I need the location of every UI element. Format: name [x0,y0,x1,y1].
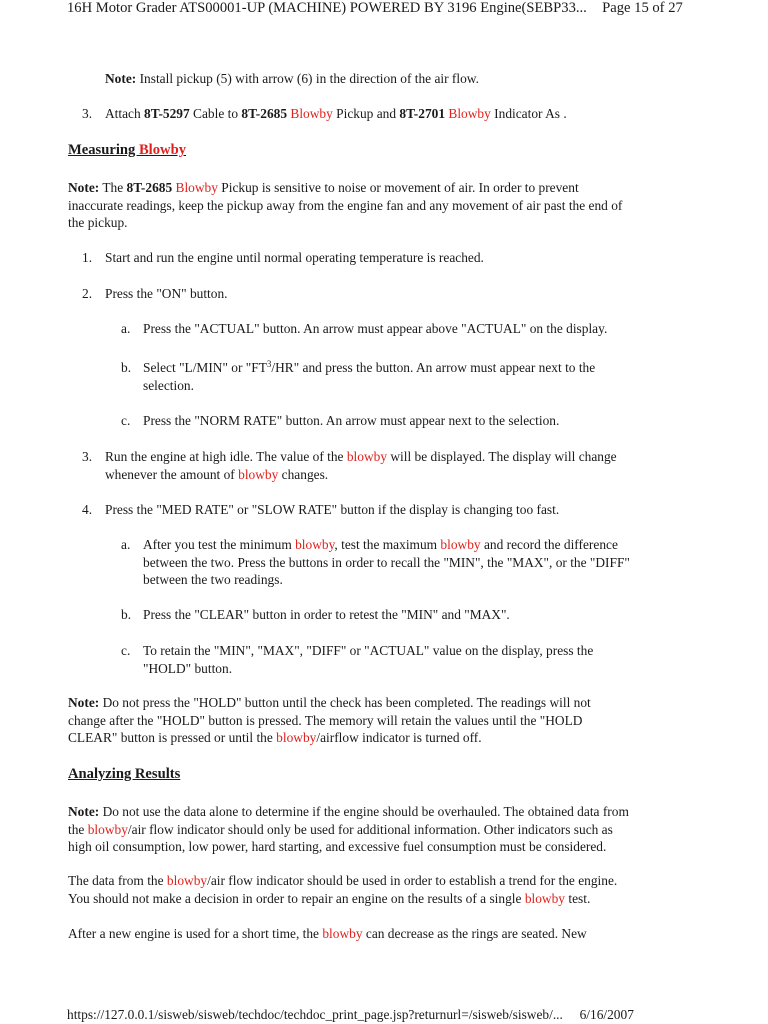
paragraph-text: can decrease as the rings are seated. New [362,926,587,941]
step-text: Pickup and [332,106,400,121]
highlight-term: Blowby [138,142,186,158]
step-text: Indicator As . [490,106,567,121]
paragraph-text: test. [565,890,591,906]
paragraph-text: You should not make a decision in order to repair an engine on the results of a single [68,890,525,906]
highlight-term: blowby [238,466,279,482]
document-title: 16H Motor Grader ATS00001-UP (MACHINE) POWERED BY 3196 Engine(SEBP33... [67,0,587,16]
note-text: /airflow indicator is turned off. [316,730,482,745]
substep-letter: c. [121,643,131,658]
highlight-term: blowby [87,821,128,837]
note-text: inaccurate readings, keep the pickup away from the engine fan and any movement of air past the end of [68,197,623,213]
heading-text: Measuring [68,142,139,158]
substep-letter: c. [121,413,131,428]
paragraph-new-engine [68,925,708,943]
note-text: the [68,821,88,837]
paragraph-text: After a new engine is used for a short time, the [68,926,323,941]
note-text: The [99,180,127,195]
highlight-term: blowby [295,537,335,552]
highlight-term: blowby [322,926,363,941]
note-label: Note: [68,180,100,195]
step-start-engine: Start and run the engine until normal operating temperature is reached. [105,250,484,265]
substep-text: , test the maximum [334,537,441,552]
note-text: /air flow indicator should only be used for additional information. Other indicators such as [127,821,613,837]
highlight-term: blowby [276,730,317,745]
substep-text: between the two. Press the buttons in order to recall the "MIN", the "MAX", or the "DIFF" [143,554,630,570]
substep-text: and record the difference [480,537,618,552]
part-number: 8T-2685 [126,180,173,195]
note-text: CLEAR" button is pressed or until the [68,730,277,745]
step-text: whenever the amount of [105,466,239,482]
source-url: https://127.0.0.1/sisweb/sisweb/techdoc/techdoc_print_page.jsp?returnurl=/sisweb/sisweb/... [67,1007,563,1022]
step-text: Cable to [189,106,242,121]
note-data-alone [68,803,708,856]
paragraph-text: The data from the [68,873,167,888]
substep-text: Select "L/MIN" or "FT [143,360,267,375]
highlight-term: blowby [524,890,565,906]
note-label: Note: [68,695,100,710]
step-run-high-idle [105,448,705,483]
substep-text: selection. [143,377,194,393]
step-text: Run the engine at high idle. The value of the [105,449,347,464]
highlight-term: Blowby [448,106,491,121]
note-text: Install pickup (5) with arrow (6) in the direction of the air flow. [136,71,479,86]
step-number: 1. [82,250,93,265]
step-text: will be displayed. The display will change [387,449,617,464]
substep-text: "HOLD" button. [143,660,233,676]
highlight-term: blowby [346,449,388,464]
step-number: 2. [82,286,93,301]
substep-select-units [143,359,703,394]
note-text: Pickup is sensitive to noise or movement of air. In order to prevent [217,180,579,195]
substep-press-norm-rate: Press the "NORM RATE" button. An arrow must appear next to the selection. [143,413,560,428]
step-number: 4. [82,502,93,517]
step-text: Attach [105,106,145,121]
step-press-on: Press the "ON" button. [105,286,228,301]
substep-text: To retain the "MIN", "MAX", "DIFF" or "ACTUAL" value on the display, press the [143,643,594,658]
note-text: high oil consumption, low power, hard starting, and excessive fuel consumption must be considered. [68,839,607,854]
page-header [67,0,683,18]
section-heading-measuring [68,142,186,160]
substep-letter: a. [121,537,131,552]
note-install-pickup [105,70,479,88]
step-press-rate: Press the "MED RATE" or "SLOW RATE" button if the display is changing too fast. [105,502,560,517]
superscript: 3 [266,359,272,369]
note-hold-button [68,694,708,747]
substep-press-clear: Press the "CLEAR" button in order to retest the "MIN" and "MAX". [143,607,510,622]
substep-press-actual: Press the "ACTUAL" button. An arrow must appear above "ACTUAL" on the display. [143,321,608,336]
note-text: Do not use the data alone to determine if the engine should be overhauled. The obtained data from [99,804,629,819]
part-number: 8T-2701 [399,106,446,121]
paragraph-trend [68,872,708,907]
note-label: Note: [68,804,100,819]
step-text: changes. [278,466,329,482]
highlight-term: blowby [440,537,481,552]
substep-retain-value [143,642,703,677]
substep-letter: a. [121,321,131,336]
note-text: change after the "HOLD" button is pressed. The memory will retain the values until the "HOLD [68,712,583,728]
note-text: the pickup. [68,215,128,230]
substep-letter: b. [121,360,132,375]
part-number: 8T-2685 [241,106,288,121]
highlight-term: Blowby [175,180,218,195]
paragraph-text: /air flow indicator should be used in order to establish a trend for the engine. [207,873,618,888]
step-number: 3. [82,106,93,121]
page-footer [67,1006,634,1024]
print-date: 6/16/2007 [579,1007,634,1022]
step-number: 3. [82,449,93,464]
note-pickup-sensitive [68,179,708,232]
substep-test-min-max [143,536,703,589]
highlight-term: Blowby [290,106,333,121]
page-number: Page 15 of 27 [602,0,683,16]
substep-letter: b. [121,607,132,622]
part-number: 8T-5297 [144,106,190,121]
highlight-term: blowby [166,873,208,888]
substep-text: between the two readings. [143,572,283,587]
step-attach-cable [105,105,567,123]
substep-text: /HR" and press the button. An arrow must appear next to the [271,360,596,375]
section-heading-analyzing: Analyzing Results [68,766,181,782]
substep-text: After you test the minimum [143,537,296,552]
note-text: Do not press the "HOLD" button until the check has been completed. The readings will not [99,695,591,710]
note-label: Note: [105,71,137,86]
